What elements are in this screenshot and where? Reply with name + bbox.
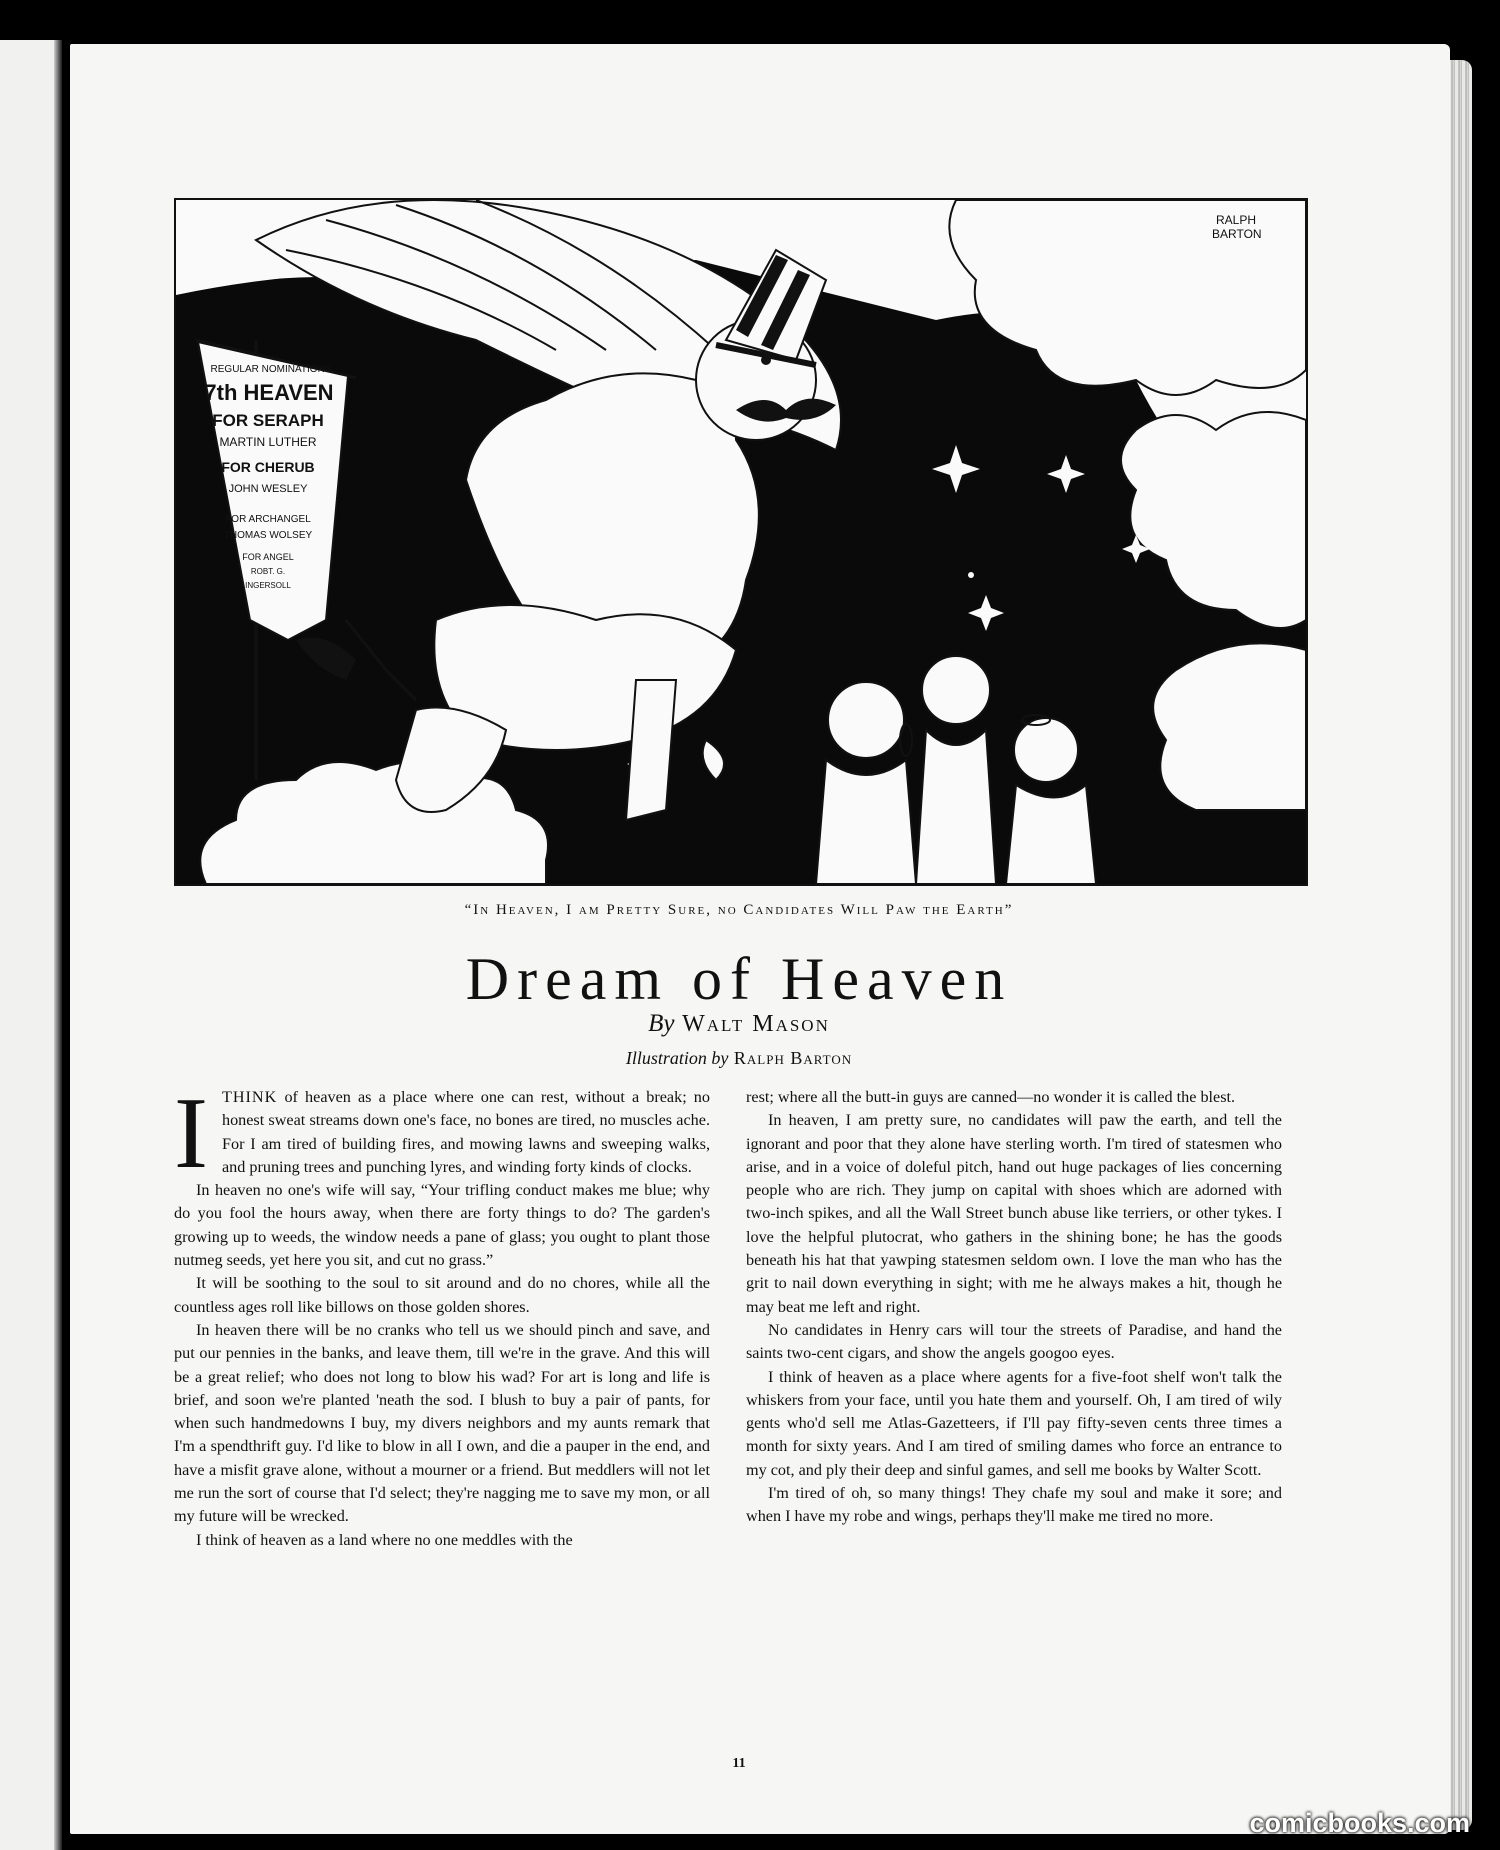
site-watermark: comicbooks.com [1249,1808,1470,1838]
page-number: 11 [732,1756,746,1771]
article-title: Dream of Heaven [465,946,1013,1012]
paragraph: In heaven no one's wife will say, “Your trifling conduct makes me blue; why do you fool the hours away, when there are forty things to do? The garden's growing up to weeds, the window needs a pane of glass; you ought to plant those nutmeg seeds, yet here you sit, and cut no grass.” [174,1181,710,1270]
banner-line: REGULAR NOMINATIONS [210,364,332,375]
paragraph: It will be soothing to the soul to sit around and do no chores, while all the countless ages roll like billows on those golden shores. [174,1274,710,1316]
banner-line: FOR ARCHANGEL [225,514,311,525]
banner-line: ROBT. G. [250,567,286,576]
cartoon-drawing [176,200,1306,884]
paragraph: No candidates in Henry cars will tour the streets of Paradise, and hand the saints two-cent cigars, and show the angels googoo eyes. [746,1320,1282,1363]
drop-cap: I [174,1077,208,1190]
banner-line: INGERSOLL [245,581,291,590]
banner-line: MARTIN LUTHER [219,435,317,449]
banner-line: FOR SERAPH [212,411,324,430]
illustration-credit-label: Illustration by [625,1048,729,1068]
illustrator-name: Ralph Barton [733,1048,853,1068]
banner-line: JOHN WESLEY [228,483,308,495]
cartoon-illustration [174,198,1308,886]
byline-by: By [648,1010,675,1037]
banner-line: 7th HEAVEN [204,380,334,405]
byline [174,1010,1304,1038]
banner-line: FOR ANGEL [242,552,294,562]
article-column-left [174,1077,710,1552]
banner-line: THOMAS WOLSEY [223,530,313,541]
paragraph: I think of heaven as a place where agents for a five-foot shelf won't talk the whiskers from your face, until you hate them and yourself. Oh, I am tired of wily gents who'd sell me Atlas-Gazetteers, if I'll pay fifty-seven cents three times a month for sixty years. And I am tired of smiling dames who force an entrance to my cot, and ply their deep and sinful games, and sell me books by Walter Scott. [746,1367,1282,1479]
binding-gutter [54,40,62,1850]
illustration-credit [174,1048,1304,1069]
artist-signature [1212,213,1262,241]
author-name: Walt Mason [682,1011,830,1037]
left-page-edge [0,40,62,1850]
banner-line: FOR CHERUB [221,459,315,475]
paragraph [174,1077,710,1190]
article-column-right [746,1086,1282,1529]
svg-text:RALPH: RALPH [1216,213,1257,227]
paragraph-text: of heaven as a place where one can rest, without a break; no honest sweat streams down one's face, no bones are tired, no muscles ache. For I am tired of building fires, and mowing lawns and sweeping walks, and pruning trees and punching lyres, and winding forty kinds of clocks. [221,1088,710,1176]
svg-text:BARTON: BARTON [1212,227,1262,241]
paragraph: I'm tired of oh, so many things! They chafe my soul and make it sore; and when I have my robe and wings, perhaps they'll make me tired no more. [746,1484,1282,1526]
paragraph: In heaven there will be no cranks who tell us we should pinch and save, and put our pennies in the banks, and leave them, till we're in the grave. And this will be a great relief; who does not long to blow his wad? For art is long and life is brief, and soon we're planted 'neath the sod. I blush to buy a pair of pants, for when such handmedowns I buy, my divers neighbors and my aunts remark that I'm a spendthrift guy. I'd like to blow in all I own, and die a pauper in the end, and have a misfit grave alone, without a mourner or a friend. But meddlers will not let me run the sort of course that I'd select; they're nagging me to save my mon, or all my future will be wrecked. [174,1320,710,1526]
first-word: THINK [221,1088,278,1106]
illustration-caption: “In Heaven, I am Pretty Sure, no Candidates Will Paw the Earth” [464,902,1014,918]
paragraph: rest; where all the butt-in guys are canned—no wonder it is called the blest. [746,1088,1236,1106]
paragraph: In heaven, I am pretty sure, no candidates will paw the earth, and tell the ignorant and poor that they alone have sterling worth. I'm tired of statesmen who arise, and in a voice of doleful pitch, hand out huge packages of lies concerning people who are rich. They jump on capital with shoes which are adorned with two-inch spikes, and all the Wall Street bunch abuse like terriers, or other tykes. I love the helpful plutocrat, who gathers in the shining bone; he has the goods beneath his hat that yawping statesmen seldom own. I love the man who has the grit to nail down everything in sight; with me he always makes a hit, though he may beat me left and right. [746,1111,1282,1316]
paragraph: I think of heaven as a land where no one meddles with the [196,1530,573,1549]
